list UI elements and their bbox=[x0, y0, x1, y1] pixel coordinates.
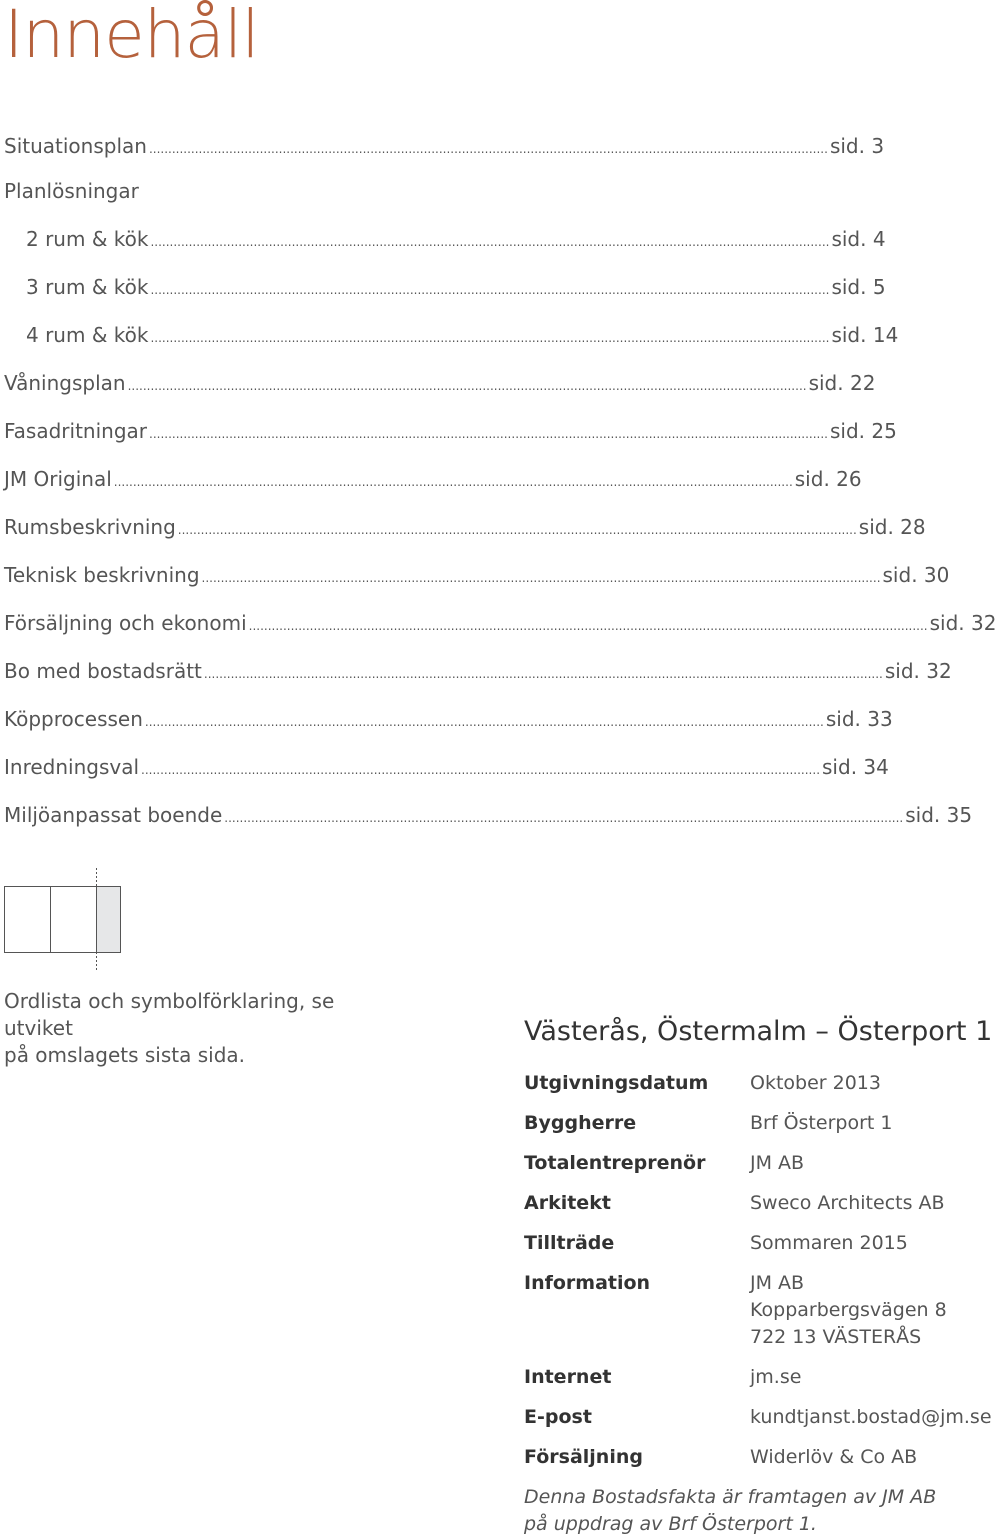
toc-leader-dots bbox=[202, 571, 881, 585]
credit-line: Denna Bostadsfakta är framtagen av JM AB bbox=[524, 1486, 937, 1508]
info-value: JM AB bbox=[750, 1272, 805, 1294]
toc-label: Köpprocessen bbox=[4, 707, 143, 731]
info-value: JM AB bbox=[750, 1152, 805, 1174]
credit-note bbox=[524, 1484, 960, 1538]
info-value: Brf Österport 1 bbox=[750, 1112, 893, 1134]
email-link[interactable]: kundtjanst.bostad@jm.se bbox=[750, 1406, 992, 1428]
toc-item[interactable] bbox=[4, 755, 889, 779]
toc-label: Fasadritningar bbox=[4, 419, 147, 443]
toc-item[interactable] bbox=[26, 227, 886, 251]
toc-label: 2 rum & kök bbox=[26, 227, 149, 251]
toc-leader-dots bbox=[204, 667, 883, 681]
info-value: Kopparbergsvägen 8 bbox=[750, 1299, 947, 1321]
info-label: Försäljning bbox=[524, 1446, 643, 1468]
toc-leader-dots bbox=[178, 523, 857, 537]
toc-item[interactable] bbox=[4, 659, 952, 683]
toc-label: Rumsbeskrivning bbox=[4, 515, 176, 539]
toc-label: Miljöanpassat boende bbox=[4, 803, 223, 827]
toc-item[interactable] bbox=[4, 134, 885, 158]
glossary-note bbox=[4, 988, 404, 1069]
glossary-note-line: på omslagets sista sida. bbox=[4, 1043, 246, 1067]
info-value: Sommaren 2015 bbox=[750, 1232, 908, 1254]
toc-label: Situationsplan bbox=[4, 134, 147, 158]
toc-item[interactable] bbox=[4, 371, 876, 395]
info-value: Widerlöv & Co AB bbox=[750, 1446, 918, 1468]
project-title: Västerås, Östermalm – Österport 1 bbox=[524, 1016, 993, 1047]
toc-page: sid. 30 bbox=[882, 563, 950, 587]
toc-label: Våningsplan bbox=[4, 371, 126, 395]
toc-label: Bo med bostadsrätt bbox=[4, 659, 202, 683]
foldout-diagram-icon bbox=[4, 868, 126, 972]
toc-page: sid. 22 bbox=[808, 371, 876, 395]
toc-item[interactable] bbox=[4, 803, 973, 827]
toc-page: sid. 35 bbox=[905, 803, 973, 827]
toc-leader-dots bbox=[150, 331, 829, 345]
toc-item[interactable] bbox=[4, 515, 926, 539]
toc-item[interactable] bbox=[4, 563, 950, 587]
toc-label: JM Original bbox=[4, 467, 112, 491]
info-label: Tillträde bbox=[524, 1232, 615, 1254]
toc-leader-dots bbox=[149, 142, 828, 156]
toc-leader-dots bbox=[150, 235, 829, 249]
toc-page: sid. 4 bbox=[831, 227, 886, 251]
toc-item[interactable] bbox=[4, 419, 897, 443]
toc-leader-dots bbox=[224, 811, 903, 825]
toc-item[interactable] bbox=[26, 323, 899, 347]
toc-leader-dots bbox=[141, 763, 820, 777]
info-label: Information bbox=[524, 1272, 651, 1294]
toc-item[interactable] bbox=[26, 275, 886, 299]
info-label: Internet bbox=[524, 1366, 612, 1388]
toc-label: 3 rum & kök bbox=[26, 275, 149, 299]
toc-leader-dots bbox=[128, 379, 807, 393]
toc-page: sid. 32 bbox=[929, 611, 996, 635]
info-label: Arkitekt bbox=[524, 1192, 611, 1214]
toc-heading: Planlösningar bbox=[4, 179, 139, 203]
toc-page: sid. 33 bbox=[825, 707, 893, 731]
toc-label: Försäljning och ekonomi bbox=[4, 611, 247, 635]
toc-page: sid. 34 bbox=[822, 755, 889, 779]
toc-label: 4 rum & kök bbox=[26, 323, 149, 347]
toc-leader-dots bbox=[249, 619, 928, 633]
info-value: Oktober 2013 bbox=[750, 1072, 881, 1094]
toc-page: sid. 28 bbox=[858, 515, 926, 539]
toc-leader-dots bbox=[149, 427, 828, 441]
toc-item[interactable] bbox=[4, 707, 893, 731]
toc-label: Teknisk beskrivning bbox=[4, 563, 200, 587]
info-value: Sweco Architects AB bbox=[750, 1192, 945, 1214]
info-label: Byggherre bbox=[524, 1112, 637, 1134]
toc-label: Inredningsval bbox=[4, 755, 140, 779]
toc-page: sid. 26 bbox=[794, 467, 862, 491]
toc-page: sid. 3 bbox=[829, 134, 885, 158]
panel-middle bbox=[51, 887, 97, 953]
toc-page: sid. 25 bbox=[829, 419, 897, 443]
toc-item[interactable] bbox=[4, 467, 862, 491]
info-label: Utgivningsdatum bbox=[524, 1072, 709, 1094]
toc-page: sid. 14 bbox=[831, 323, 899, 347]
website-link[interactable]: jm.se bbox=[750, 1366, 802, 1388]
credit-line: på uppdrag av Brf Österport 1. bbox=[524, 1513, 817, 1535]
toc-leader-dots bbox=[145, 715, 824, 729]
info-label: E-post bbox=[524, 1406, 592, 1428]
panel-flap bbox=[97, 887, 121, 953]
toc-page: sid. 5 bbox=[831, 275, 886, 299]
page-title: Innehåll bbox=[4, 0, 259, 73]
toc-leader-dots bbox=[150, 283, 829, 297]
panel-left bbox=[5, 887, 51, 953]
info-value: 722 13 VÄSTERÅS bbox=[750, 1326, 922, 1348]
toc-leader-dots bbox=[114, 475, 793, 489]
toc-item[interactable] bbox=[4, 611, 996, 635]
glossary-note-line: Ordlista och symbolförklaring, se utviket bbox=[4, 989, 335, 1040]
toc-page: sid. 32 bbox=[884, 659, 952, 683]
info-label: Totalentreprenör bbox=[524, 1152, 706, 1174]
